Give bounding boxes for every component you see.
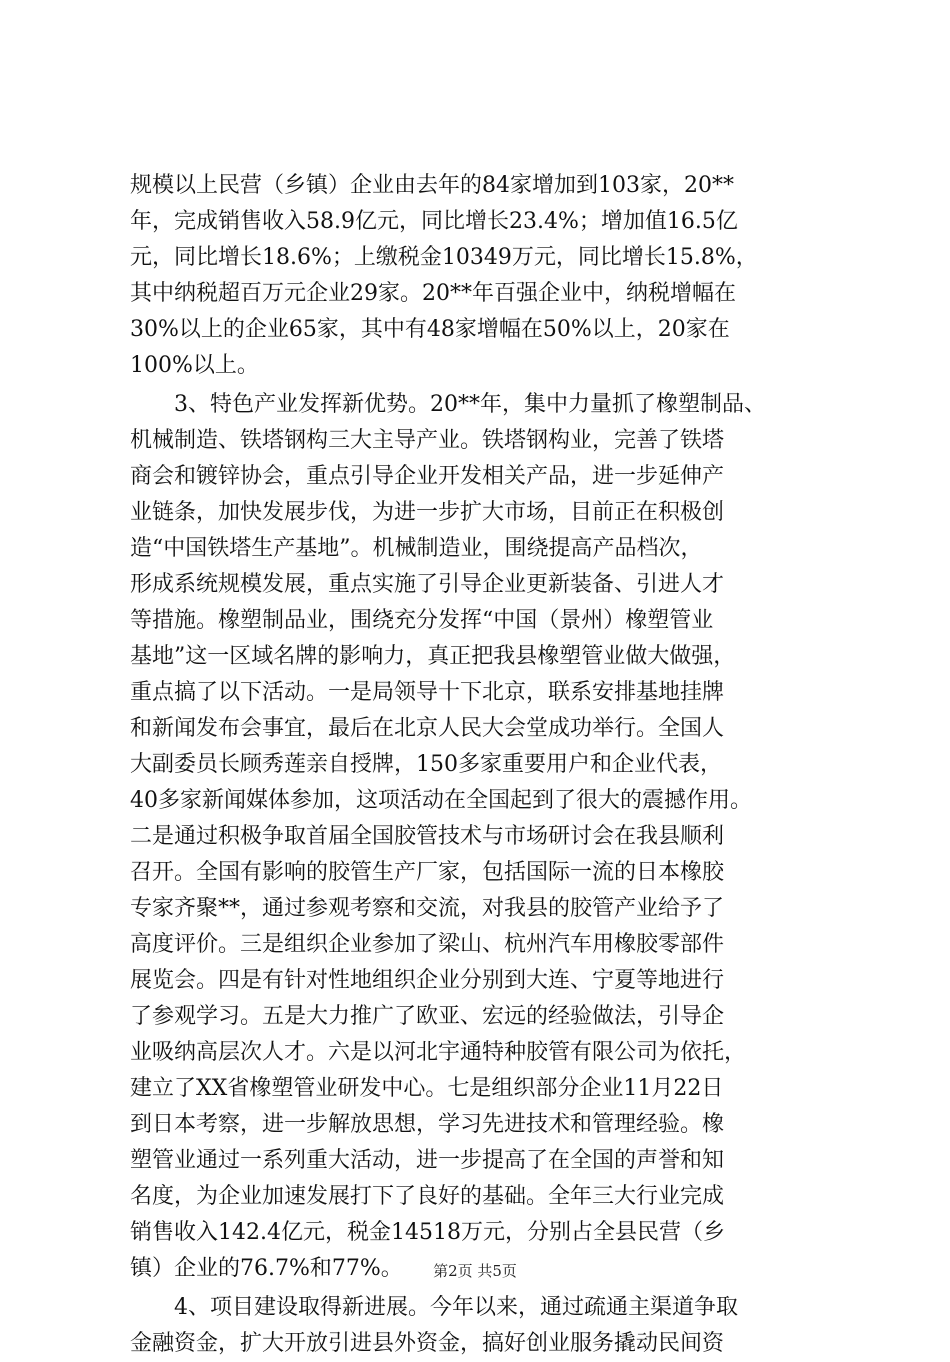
text-line: 大副委员长顾秀莲亲自授牌，150多家重要用户和企业代表， [130,752,722,777]
text-line: 重点搞了以下活动。一是局领导十下北京，联系安排基地挂牌 [130,680,725,705]
text-line: 商会和镀锌协会，重点引导企业开发相关产品，进一步延伸产 [130,464,725,489]
text-line: 元，同比增长18.6%；上缴税金10349万元，同比增长15.8%， [130,245,758,270]
text-line: 30%以上的企业65家，其中有48家增幅在50%以上，20家在 [130,317,730,342]
text-line: 了参观学习。五是大力推广了欧亚、宏远的经验做法，引导企 [130,1004,725,1029]
text-line: 规模以上民营（乡镇）企业由去年的84家增加到103家，20** [130,173,734,198]
text-line: 建立了XX省橡塑管业研发中心。七是组织部分企业11月22日 [130,1076,724,1101]
text-line: 镇）企业的76.7%和77%。 [130,1256,403,1281]
text-line: 高度评价。三是组织企业参加了梁山、杭州汽车用橡胶零部件 [130,932,725,957]
document-body [130,168,830,1362]
text-line: 基地”这一区域名牌的影响力，真正把我县橡塑管业做大做强， [130,644,736,669]
text-line: 造“中国铁塔生产基地”。机械制造业，围绕提高产品档次， [130,536,703,561]
text-line: 名度，为企业加速发展打下了良好的基础。全年三大行业完成 [130,1184,725,1209]
text-line: 年，完成销售收入58.9亿元，同比增长23.4%；增加值16.5亿 [130,209,738,234]
text-line: 其中纳税超百万元企业29家。20**年百强企业中，纳税增幅在 [130,281,736,306]
text-line: 机械制造、铁塔钢构三大主导产业。铁塔钢构业，完善了铁塔 [130,428,725,453]
text-line: 展览会。四是有针对性地组织企业分别到大连、宁夏等地进行 [130,968,725,993]
text-line: 和新闻发布会事宜，最后在北京人民大会堂成功举行。全国人 [130,716,725,741]
text-line: 100%以上。 [130,353,259,378]
text-line: 业链条，加快发展步伐，为进一步扩大市场，目前正在积极创 [130,500,725,525]
text-line: 40多家新闻媒体参加，这项活动在全国起到了很大的震撼作用。 [130,788,752,813]
text-line: 到日本考察，进一步解放思想，学习先进技术和管理经验。橡 [130,1112,725,1137]
text-line: 4、项目建设取得新进展。今年以来，通过疏通主渠道争取 [174,1295,738,1320]
text-line: 3、特色产业发挥新优势。20**年，集中力量抓了橡塑制品、 [174,392,766,417]
text-line: 业吸纳高层次人才。六是以河北宇通特种胶管有限公司为依托， [130,1040,747,1065]
text-line: 金融资金，扩大开放引进县外资金，搞好创业服务撬动民间资 [130,1331,725,1356]
text-line: 等措施。橡塑制品业，围绕充分发挥“中国（景州）橡塑管业 [130,608,714,633]
text-line: 塑管业通过一系列重大活动，进一步提高了在全国的声誉和知 [130,1148,725,1173]
text-line: 召开。全国有影响的胶管生产厂家，包括国际一流的日本橡胶 [130,860,725,885]
text-line: 销售收入142.4亿元，税金14518万元，分别占全县民营（乡 [130,1220,725,1245]
text-line: 专家齐聚**，通过参观考察和交流，对我县的胶管产业给予了 [130,896,725,921]
text-line: 形成系统规模发展，重点实施了引导企业更新装备、引进人才 [130,572,725,597]
page-footer: 第2页 共5页 [433,1262,517,1280]
text-line: 二是通过积极争取首届全国胶管技术与市场研讨会在我县顺利 [130,824,725,849]
